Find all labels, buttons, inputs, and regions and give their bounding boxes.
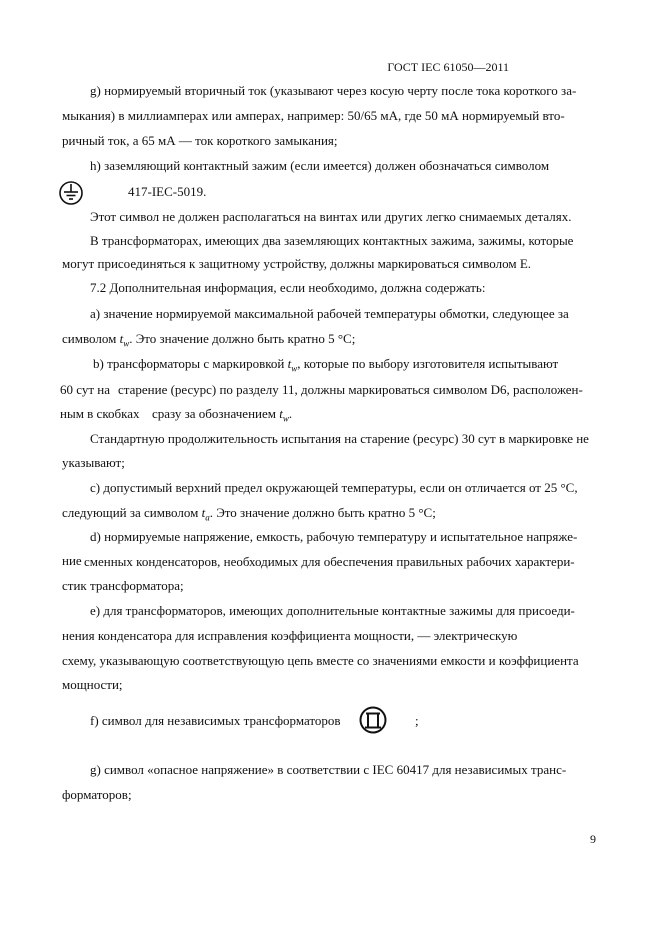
section-7-2: 7.2 Дополнительная информация, если необходимо, должна содержать: (90, 280, 486, 295)
earth-ground-symbol-icon (58, 180, 84, 206)
independent-transformer-symbol-icon (358, 705, 388, 735)
para-std-line1: Стандартную продолжительность испытания на старение (ресурс) 30 сут в маркировке не (90, 431, 589, 446)
item-b-line1: b) трансформаторы с маркировкой $t_w$, которые по выбору изготовителя испытывают (93, 356, 559, 374)
para-two-line1: В трансформаторах, имеющих два заземляющих контактных зажима, зажимы, которые (90, 233, 574, 248)
item-d-line1: d) нормируемые напряжение, емкость, рабочую температуру и испытательное напряже- (90, 529, 578, 544)
item-e-line3: схему, указывающую соответствующую цепь вместе со значениями емкости и коэффициента (62, 653, 579, 668)
item-b-line3: сразу за обозначением $t_w$. (152, 406, 293, 424)
item-f-end: ; (415, 713, 419, 728)
item-h-line3: Этот символ не должен располагаться на винтах или других легко снимаемых деталях. (90, 209, 572, 224)
para-two-line2: могут присоединяться к защитному устройству, должны маркироваться символом E. (62, 256, 532, 271)
item-g2-line2: форматоров; (62, 787, 132, 802)
item-c-line1: c) допустимый верхний предел окружающей температуры, если он отличается от 25 °С, (90, 480, 578, 495)
item-b-line3-prefix: ным в скобках (60, 406, 140, 421)
para-std-line2: указывают; (62, 455, 125, 470)
item-e-line1: e) для трансформаторов, имеющих дополнительные контактные зажимы для присоеди- (90, 603, 575, 618)
item-c-line2: следующий за символом $t_a$. Это значение должно быть кратно 5 °С; (62, 505, 436, 523)
item-a-line1: a) значение нормируемой максимальной рабочей температуры обмотки, следующее за (90, 306, 569, 321)
item-h-line2: 417-IEC-5019. (128, 184, 207, 199)
item-e-line2: нения конденсатора для исправления коэффициента мощности, — электрическую (62, 628, 518, 643)
item-a-line2: символом $t_w$. Это значение должно быть кратно 5 °С; (62, 331, 356, 349)
document-header: ГОСТ IEC 61050—2011 (387, 60, 509, 74)
item-g2-line1: g) символ «опасное напряжение» в соответствии с IEC 60417 для независимых транс- (90, 762, 567, 777)
item-g1-line1: g) нормируемый вторичный ток (указывают через косую черту после тока короткого за- (90, 83, 577, 98)
item-d-line2-prefix: ние (62, 553, 82, 568)
page-number: 9 (590, 832, 596, 846)
item-b-line2: старение (ресурс) по разделу 11, должны маркироваться символом D6, расположен- (118, 382, 583, 397)
item-d-line3: стик трансформатора; (62, 578, 184, 593)
item-g1-line3: ричный ток, а 65 мА — ток короткого замыкания; (62, 133, 338, 148)
item-b-line2-prefix: 60 сут на (60, 382, 111, 397)
item-f-text: f) символ для независимых трансформаторов (90, 713, 341, 728)
item-d-line2: сменных конденсаторов, необходимых для обеспечения правильных рабочих характери- (84, 554, 575, 569)
item-h-line1: h) заземляющий контактный зажим (если имеется) должен обозначаться символом (90, 158, 550, 173)
item-g1-line2: мыкания) в миллиамперах или амперах, например: 50/65 мА, где 50 мА нормируемый вто- (62, 108, 565, 123)
item-e-line4: мощности; (62, 677, 123, 692)
